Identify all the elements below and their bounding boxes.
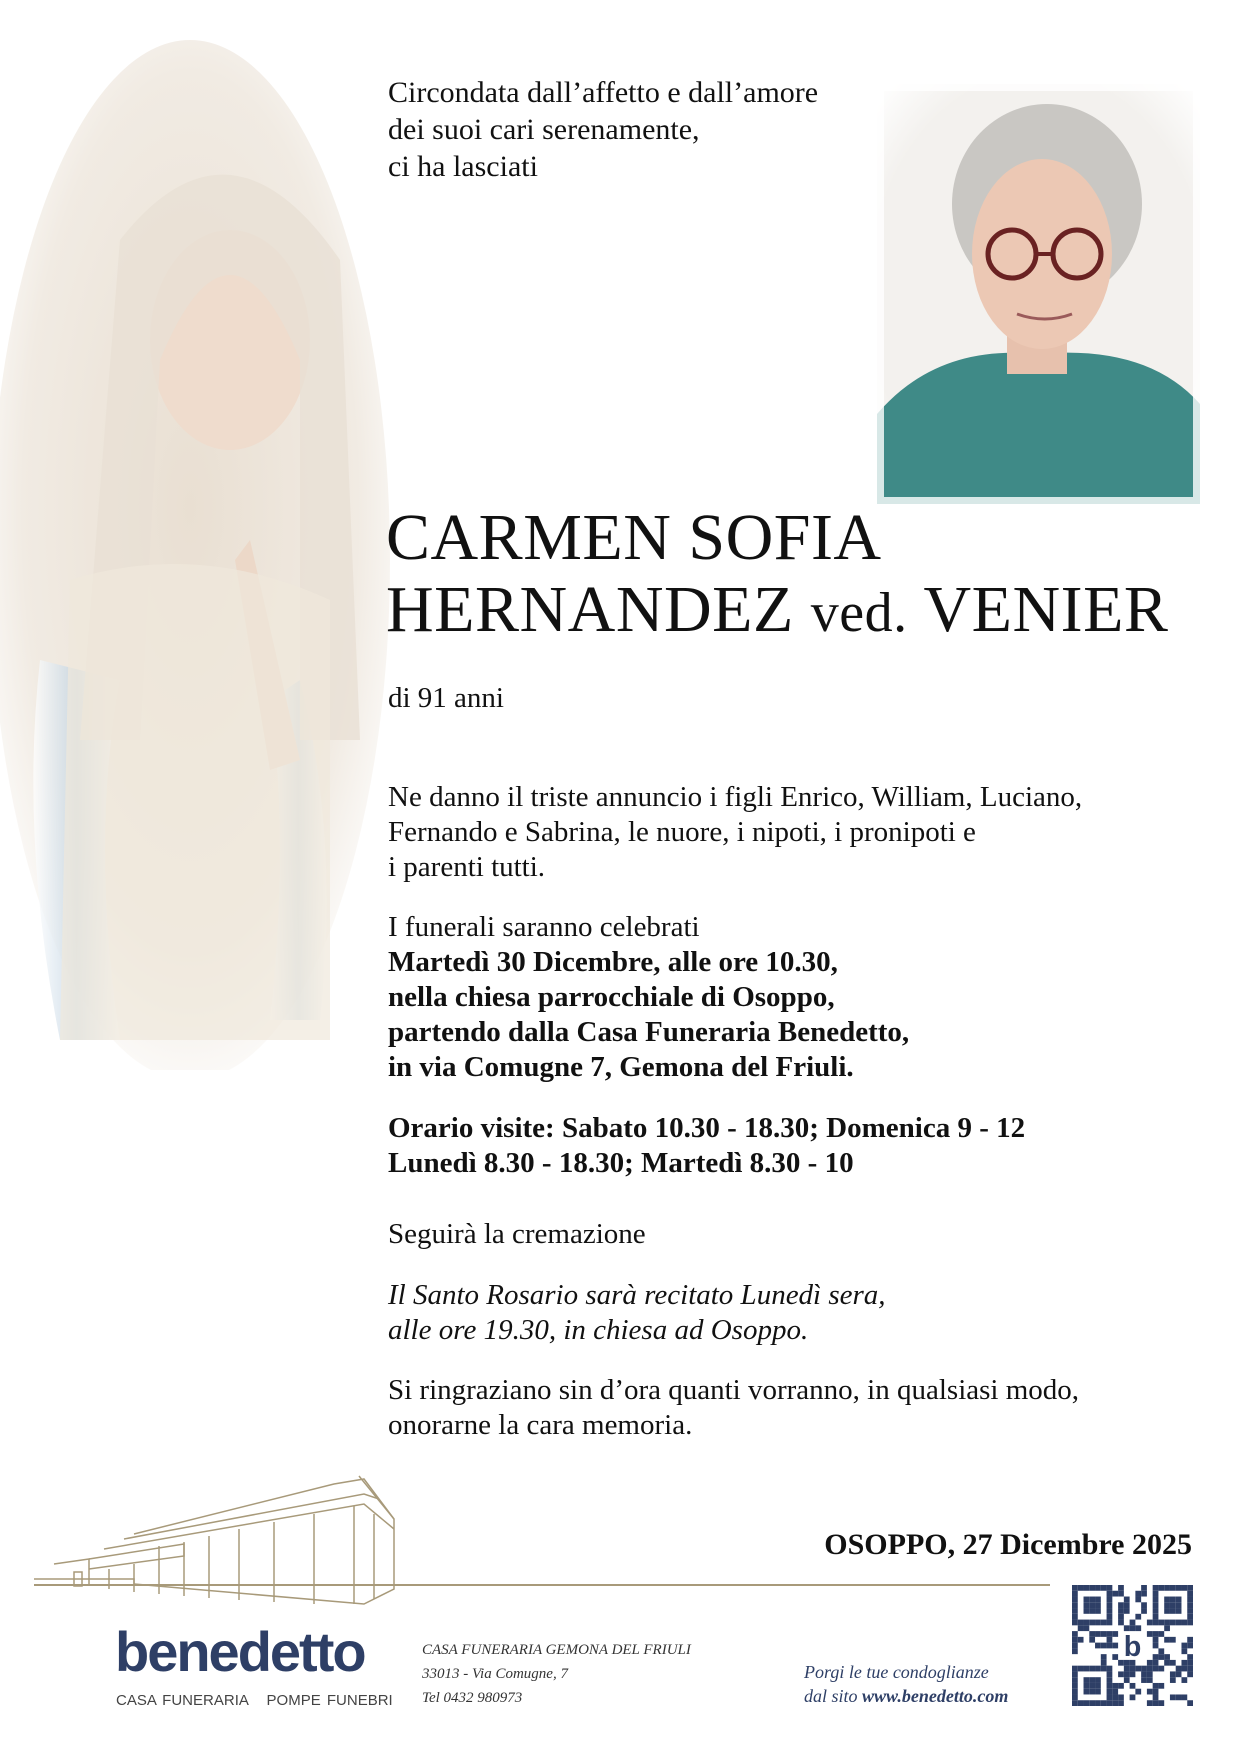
qr-module xyxy=(1153,1614,1159,1620)
qr-module xyxy=(1095,1620,1101,1626)
qr-module xyxy=(1135,1689,1141,1695)
qr-module xyxy=(1107,1694,1113,1700)
qr-module xyxy=(1101,1620,1107,1626)
qr-module xyxy=(1187,1671,1193,1677)
qr-module xyxy=(1187,1614,1193,1620)
qr-module xyxy=(1153,1631,1159,1637)
qr-module xyxy=(1170,1597,1176,1603)
qr-module xyxy=(1084,1677,1090,1683)
qr-module xyxy=(1158,1620,1164,1626)
name-line-2 xyxy=(386,574,1168,649)
qr-module xyxy=(1107,1614,1113,1620)
qr-module xyxy=(1095,1700,1101,1706)
qr-module xyxy=(1153,1637,1159,1643)
qr-module xyxy=(1158,1683,1164,1689)
qr-module xyxy=(1124,1597,1130,1603)
qr-module xyxy=(1147,1660,1153,1666)
qr-module xyxy=(1158,1654,1164,1660)
qr-module xyxy=(1107,1637,1113,1643)
qr-module xyxy=(1124,1671,1130,1677)
qr-module xyxy=(1118,1608,1124,1614)
qr-module xyxy=(1101,1666,1107,1672)
qr-module xyxy=(1141,1677,1147,1683)
qr-module xyxy=(1118,1591,1124,1597)
qr-module xyxy=(1084,1620,1090,1626)
qr-module xyxy=(1072,1585,1078,1591)
qr-module xyxy=(1095,1597,1101,1603)
qr-module xyxy=(1072,1597,1078,1603)
qr-module xyxy=(1089,1608,1095,1614)
qr-module xyxy=(1176,1620,1182,1626)
qr-module xyxy=(1187,1608,1193,1614)
qr-module xyxy=(1164,1597,1170,1603)
qr-module xyxy=(1164,1654,1170,1660)
qr-module xyxy=(1176,1597,1182,1603)
name-married-surname: VENIER xyxy=(923,573,1169,646)
qr-module xyxy=(1130,1671,1136,1677)
qr-module xyxy=(1130,1683,1136,1689)
qr-module xyxy=(1072,1683,1078,1689)
qr-module xyxy=(1124,1677,1130,1683)
qr-module xyxy=(1078,1585,1084,1591)
qr-module xyxy=(1187,1637,1193,1643)
qr-module xyxy=(1130,1666,1136,1672)
qr-module xyxy=(1118,1700,1124,1706)
qr-module xyxy=(1170,1694,1176,1700)
qr-module xyxy=(1147,1671,1153,1677)
qr-module xyxy=(1118,1683,1124,1689)
qr-module xyxy=(1176,1694,1182,1700)
qr-module xyxy=(1095,1677,1101,1683)
qr-module xyxy=(1112,1689,1118,1695)
qr-module xyxy=(1089,1677,1095,1683)
qr-module xyxy=(1176,1608,1182,1614)
qr-module xyxy=(1084,1689,1090,1695)
qr-module xyxy=(1078,1625,1084,1631)
qr-module xyxy=(1153,1585,1159,1591)
qr-module xyxy=(1107,1631,1113,1637)
age: di 91 anni xyxy=(388,682,504,714)
qr-module xyxy=(1170,1637,1176,1643)
qr-module xyxy=(1107,1666,1113,1672)
qr-module xyxy=(1153,1689,1159,1695)
qr-center-letter: b xyxy=(1123,1630,1142,1663)
qr-module xyxy=(1181,1666,1187,1672)
qr-module xyxy=(1107,1683,1113,1689)
benedetto-logo: benedetto xyxy=(115,1620,365,1683)
qr-module xyxy=(1176,1585,1182,1591)
thanks-line: Si ringraziano sin d’ora quanti vorranno, in qualsiasi modo, xyxy=(388,1374,1080,1406)
qr-module xyxy=(1112,1631,1118,1637)
qr-module xyxy=(1130,1694,1136,1700)
rosary-line: Il Santo Rosario sarà recitato Lunedì sera, xyxy=(388,1279,886,1311)
qr-module xyxy=(1170,1620,1176,1626)
qr-module xyxy=(1181,1694,1187,1700)
qr-module xyxy=(1153,1597,1159,1603)
qr-module xyxy=(1107,1620,1113,1626)
qr-module xyxy=(1135,1614,1141,1620)
qr-module xyxy=(1095,1666,1101,1672)
condolences-note xyxy=(804,1660,1008,1708)
qr-module xyxy=(1089,1700,1095,1706)
qr-module xyxy=(1095,1602,1101,1608)
qr-module xyxy=(1107,1608,1113,1614)
qr-module xyxy=(1147,1700,1153,1706)
qr-module xyxy=(1089,1683,1095,1689)
funeral-detail: Martedì 30 Dicembre, alle ore 10.30, xyxy=(388,946,838,978)
qr-module xyxy=(1153,1694,1159,1700)
qr-module xyxy=(1141,1602,1147,1608)
qr-module xyxy=(1107,1643,1113,1649)
visit-hours: Orario visite: Sabato 10.30 - 18.30; Domenica 9 - 12 xyxy=(388,1112,1026,1144)
qr-module xyxy=(1181,1585,1187,1591)
qr-module xyxy=(1158,1666,1164,1672)
qr-module xyxy=(1176,1671,1182,1677)
name-line-1: CARMEN SOFIA xyxy=(386,501,882,574)
qr-module xyxy=(1187,1654,1193,1660)
qr-module xyxy=(1084,1585,1090,1591)
qr-module xyxy=(1124,1602,1130,1608)
qr-module xyxy=(1181,1643,1187,1649)
funeral-detail: partendo dalla Casa Funeraria Benedetto, xyxy=(388,1016,910,1048)
qr-module xyxy=(1181,1660,1187,1666)
intro-line: Circondata dall’affetto e dall’amore xyxy=(388,76,819,109)
qr-module xyxy=(1084,1700,1090,1706)
qr-module xyxy=(1101,1585,1107,1591)
qr-module xyxy=(1101,1643,1107,1649)
qr-module xyxy=(1089,1631,1095,1637)
qr-module xyxy=(1107,1602,1113,1608)
qr-module xyxy=(1089,1637,1095,1643)
qr-module xyxy=(1072,1591,1078,1597)
qr-module xyxy=(1084,1625,1090,1631)
qr-module xyxy=(1158,1648,1164,1654)
qr-module xyxy=(1095,1585,1101,1591)
qr-module xyxy=(1084,1683,1090,1689)
qr-module xyxy=(1072,1637,1078,1643)
qr-module xyxy=(1107,1700,1113,1706)
announcement-line: Fernando e Sabrina, le nuore, i nipoti, i pronipoti e xyxy=(388,816,976,848)
qr-module xyxy=(1072,1671,1078,1677)
qr-module xyxy=(1118,1585,1124,1591)
place-date: OSOPPO, 27 Dicembre 2025 xyxy=(824,1528,1192,1561)
qr-module xyxy=(1118,1614,1124,1620)
qr-module xyxy=(1089,1666,1095,1672)
qr-module xyxy=(1084,1666,1090,1672)
qr-module xyxy=(1101,1654,1107,1660)
qr-module xyxy=(1072,1694,1078,1700)
qr-module xyxy=(1170,1602,1176,1608)
qr-module xyxy=(1130,1620,1136,1626)
qr-module xyxy=(1153,1602,1159,1608)
qr-module xyxy=(1187,1597,1193,1603)
qr-module xyxy=(1147,1666,1153,1672)
qr-module xyxy=(1181,1648,1187,1654)
qr-module xyxy=(1072,1666,1078,1672)
qr-module xyxy=(1135,1591,1141,1597)
qr-module xyxy=(1187,1666,1193,1672)
qr-module xyxy=(1072,1631,1078,1637)
qr-module xyxy=(1153,1660,1159,1666)
qr-module xyxy=(1118,1620,1124,1626)
qr-module xyxy=(1170,1677,1176,1683)
qr-module xyxy=(1084,1608,1090,1614)
thanks-line: onorarne la cara memoria. xyxy=(388,1409,693,1441)
qr-module xyxy=(1072,1620,1078,1626)
qr-module xyxy=(1153,1654,1159,1660)
qr-module xyxy=(1141,1608,1147,1614)
qr-module xyxy=(1095,1608,1101,1614)
qr-module xyxy=(1170,1671,1176,1677)
qr-module xyxy=(1112,1694,1118,1700)
qr-module xyxy=(1107,1689,1113,1695)
condolences-line: Porgi le tue condoglianze xyxy=(804,1662,989,1682)
qr-module xyxy=(1072,1677,1078,1683)
qr-module xyxy=(1187,1620,1193,1626)
qr-module xyxy=(1089,1620,1095,1626)
qr-module xyxy=(1176,1602,1182,1608)
qr-module xyxy=(1101,1631,1107,1637)
qr-module xyxy=(1147,1620,1153,1626)
qr-module xyxy=(1147,1631,1153,1637)
qr-module xyxy=(1153,1620,1159,1626)
qr-module xyxy=(1153,1700,1159,1706)
announcement-line: Ne danno il triste annuncio i figli Enrico, William, Luciano, xyxy=(388,781,1083,813)
address-line: Tel 0432 980973 xyxy=(422,1690,523,1706)
qr-module xyxy=(1187,1700,1193,1706)
logo-subtitle: CASA FUNERARIA POMPE FUNEBRI xyxy=(116,1692,393,1709)
qr-module xyxy=(1095,1689,1101,1695)
qr-module xyxy=(1187,1585,1193,1591)
intro-line: dei suoi cari serenamente, xyxy=(388,113,700,146)
funeral-detail: in via Comugne 7, Gemona del Friuli. xyxy=(388,1051,854,1083)
qr-module xyxy=(1170,1660,1176,1666)
qr-module xyxy=(1153,1666,1159,1672)
qr-module xyxy=(1153,1591,1159,1597)
qr-module xyxy=(1153,1683,1159,1689)
qr-module xyxy=(1141,1666,1147,1672)
qr-module xyxy=(1072,1602,1078,1608)
website-link[interactable]: www.benedetto.com xyxy=(862,1686,1009,1706)
qr-module xyxy=(1141,1671,1147,1677)
qr-module xyxy=(1089,1585,1095,1591)
qr-module xyxy=(1118,1602,1124,1608)
qr-module xyxy=(1181,1620,1187,1626)
qr-module xyxy=(1158,1585,1164,1591)
qr-module xyxy=(1095,1683,1101,1689)
deceased-photo xyxy=(877,84,1200,504)
qr-module xyxy=(1072,1608,1078,1614)
qr-module xyxy=(1187,1602,1193,1608)
deceased-name xyxy=(386,502,1168,649)
qr-module xyxy=(1112,1700,1118,1706)
funeral-intro: I funerali saranno celebrati xyxy=(388,911,700,943)
qr-module xyxy=(1141,1591,1147,1597)
qr-module xyxy=(1072,1689,1078,1695)
qr-module xyxy=(1187,1660,1193,1666)
funeral-home-building-icon xyxy=(34,1474,400,1606)
qr-module xyxy=(1124,1666,1130,1672)
qr-module xyxy=(1089,1597,1095,1603)
qr-module xyxy=(1078,1666,1084,1672)
qr-module xyxy=(1158,1631,1164,1637)
qr-module xyxy=(1124,1608,1130,1614)
intro-line: ci ha lasciati xyxy=(388,150,538,183)
qr-module xyxy=(1107,1677,1113,1683)
qr-module xyxy=(1164,1625,1170,1631)
qr-module xyxy=(1089,1689,1095,1695)
qr-module xyxy=(1147,1677,1153,1683)
qr-module xyxy=(1112,1591,1118,1597)
qr-module xyxy=(1107,1585,1113,1591)
qr-module xyxy=(1170,1608,1176,1614)
qr-module xyxy=(1095,1631,1101,1637)
qr-module xyxy=(1158,1700,1164,1706)
qr-module xyxy=(1095,1643,1101,1649)
qr-module xyxy=(1141,1585,1147,1591)
announcement-line: i parenti tutti. xyxy=(388,851,546,883)
qr-module xyxy=(1118,1671,1124,1677)
qr-module xyxy=(1135,1666,1141,1672)
qr-module xyxy=(1164,1637,1170,1643)
qr-module xyxy=(1101,1660,1107,1666)
qr-module xyxy=(1078,1700,1084,1706)
funeral-detail: nella chiesa parrocchiale di Osoppo, xyxy=(388,981,835,1013)
qr-module xyxy=(1153,1608,1159,1614)
qr-module xyxy=(1107,1591,1113,1597)
qr-module xyxy=(1164,1585,1170,1591)
qr-module xyxy=(1164,1608,1170,1614)
cremation-note: Seguirà la cremazione xyxy=(388,1218,646,1250)
qr-module xyxy=(1112,1643,1118,1649)
madonna-praying-image xyxy=(0,40,390,1070)
name-ved: ved. xyxy=(810,582,908,644)
qr-module xyxy=(1072,1648,1078,1654)
qr-module xyxy=(1072,1643,1078,1649)
qr-module xyxy=(1176,1666,1182,1672)
qr-module xyxy=(1181,1677,1187,1683)
name-surname: HERNANDEZ xyxy=(386,573,794,646)
qr-module xyxy=(1078,1637,1084,1643)
qr-module xyxy=(1112,1654,1118,1660)
qr-code[interactable] xyxy=(1072,1584,1193,1707)
visit-hours: Lunedì 8.30 - 18.30; Martedì 8.30 - 10 xyxy=(388,1147,854,1179)
funeral-home-address xyxy=(422,1638,691,1710)
rosary-line: alle ore 19.30, in chiesa ad Osoppo. xyxy=(388,1314,809,1346)
qr-module xyxy=(1089,1602,1095,1608)
qr-module xyxy=(1135,1597,1141,1603)
qr-module xyxy=(1084,1602,1090,1608)
qr-module xyxy=(1147,1689,1153,1695)
qr-module xyxy=(1187,1643,1193,1649)
qr-module xyxy=(1164,1602,1170,1608)
qr-module xyxy=(1170,1585,1176,1591)
qr-module xyxy=(1101,1700,1107,1706)
qr-module xyxy=(1153,1643,1159,1649)
qr-module xyxy=(1072,1700,1078,1706)
qr-module xyxy=(1084,1597,1090,1603)
qr-module xyxy=(1118,1694,1124,1700)
qr-module xyxy=(1107,1671,1113,1677)
qr-module xyxy=(1187,1591,1193,1597)
condolences-line xyxy=(804,1684,1008,1708)
condolences-prefix: dal sito xyxy=(804,1686,863,1706)
qr-module xyxy=(1107,1597,1113,1603)
address-line: 33013 - Via Comugne, 7 xyxy=(422,1666,568,1682)
address-line: CASA FUNERARIA GEMONA DEL FRIULI xyxy=(422,1642,691,1658)
divider-line xyxy=(34,1584,1050,1586)
qr-module xyxy=(1164,1660,1170,1666)
qr-module xyxy=(1078,1620,1084,1626)
qr-module xyxy=(1072,1614,1078,1620)
qr-module xyxy=(1164,1620,1170,1626)
qr-module xyxy=(1112,1683,1118,1689)
